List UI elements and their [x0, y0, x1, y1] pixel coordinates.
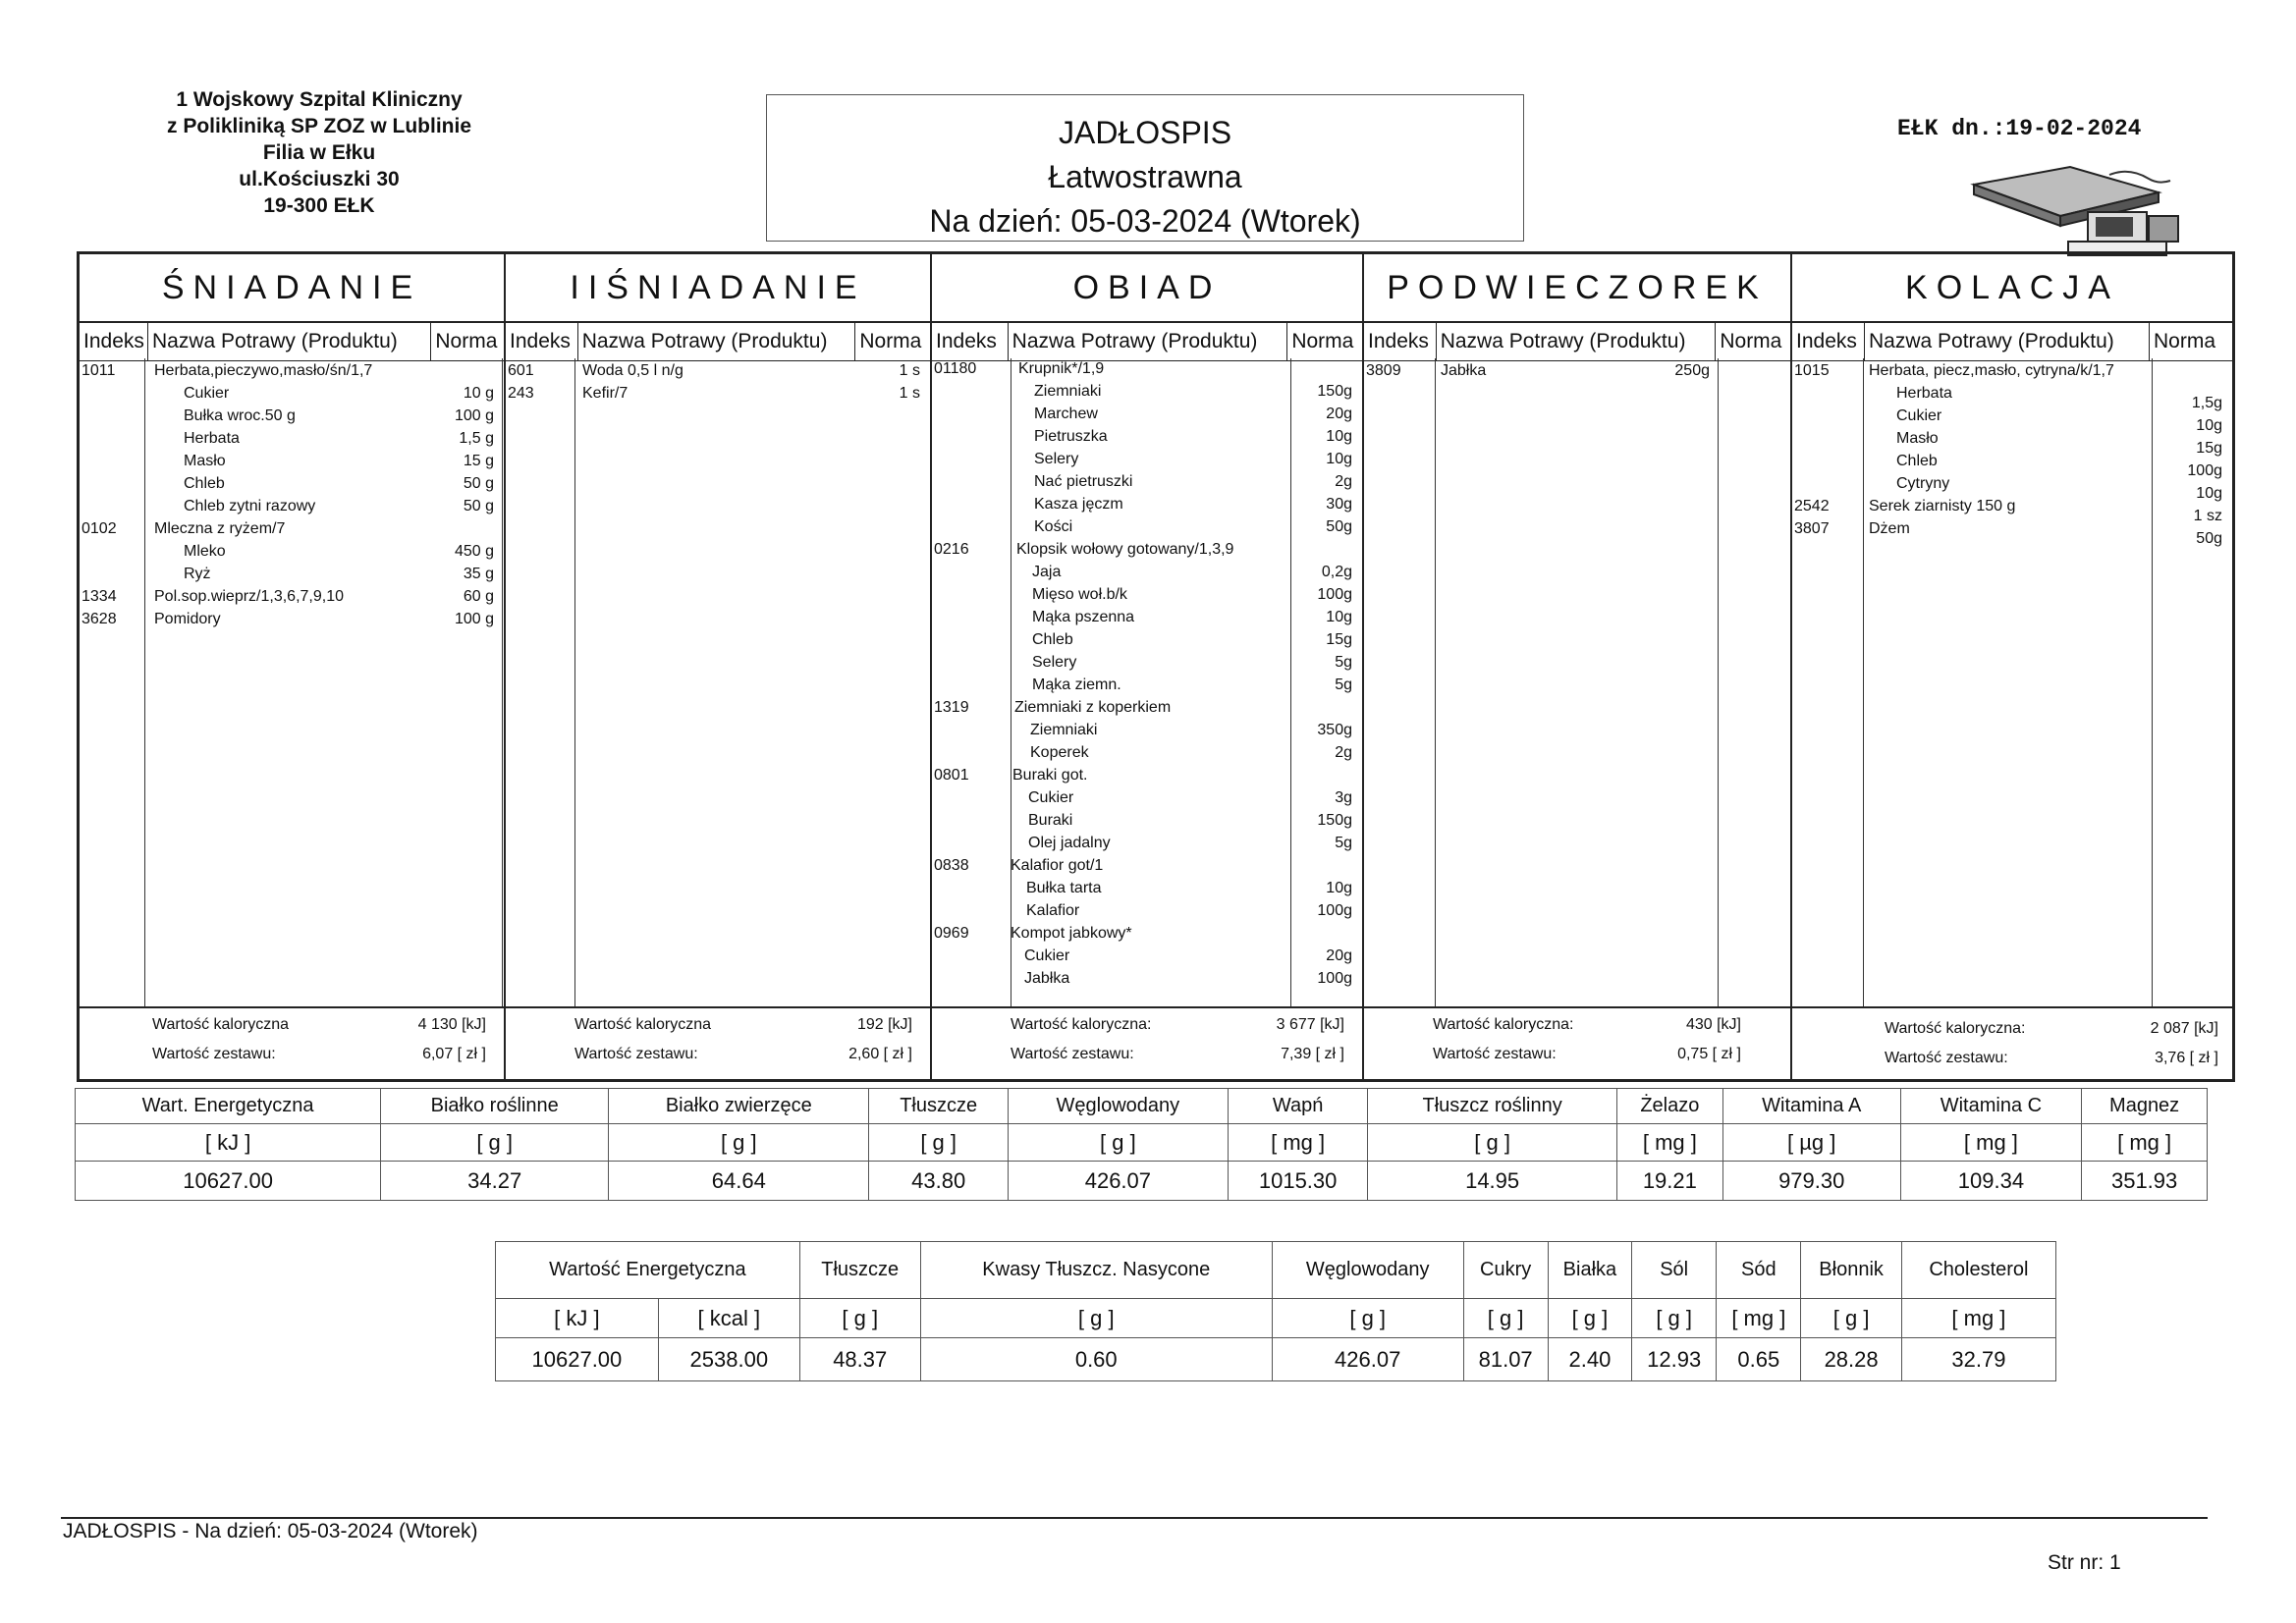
table-row: Mąka pszenna 10g — [1032, 609, 1352, 625]
table-row: 3807 Dżem 50g — [1794, 520, 2222, 547]
nutrient-unit: [ g ] — [1272, 1299, 1463, 1338]
table-row: 1015 Herbata, piecz,masło, cytryna/k/1,7 — [1794, 362, 2114, 379]
hospital-line: Filia w Ełku — [262, 141, 376, 164]
nutrient-header: Wapń — [1228, 1089, 1367, 1124]
nutrient-value: 81.07 — [1463, 1338, 1548, 1381]
nutrient-value: 48.37 — [799, 1338, 920, 1381]
table-row: Kości 50g — [1034, 518, 1352, 535]
cost-label: Wartość zestawu: — [1885, 1050, 2008, 1066]
table-row: Marchew 20g — [1034, 406, 1352, 422]
header-name: Nazwa Potrawy (Produktu) — [578, 323, 856, 360]
table-row: Olej jadalny 5g — [1028, 835, 1352, 851]
meal-summary — [1792, 1006, 2232, 1079]
table-row: Cukier 20g — [1024, 947, 1352, 964]
nutrient-value: 34.27 — [381, 1162, 609, 1201]
table-row: Nać pietruszki 2g — [1034, 473, 1352, 490]
table-row: 2542 Serek ziarnisty 150 g 1 sz — [1794, 498, 2222, 524]
nutrient-unit: [ kJ ] — [76, 1124, 381, 1162]
nutrient-header: Cholesterol — [1901, 1242, 2055, 1299]
table-row: Kasza jęczm 30g — [1034, 496, 1352, 513]
cost-label: Wartość zestawu: — [1433, 1046, 1557, 1062]
nutrient-header: Tłuszcze — [869, 1089, 1008, 1124]
meal-summary — [506, 1006, 930, 1079]
header-index: Indeks — [1364, 323, 1437, 360]
meal-summary — [80, 1006, 504, 1079]
meal-title: ŚNIADANIE — [80, 254, 504, 323]
table-row: Mleko 450 g — [184, 543, 494, 560]
table-row: Ziemniaki 150g — [1034, 383, 1352, 400]
kcal-label: Wartość kaloryczna: — [1011, 1016, 1152, 1033]
meal-rows — [1364, 358, 1790, 1008]
table-row: Chleb 15g — [1032, 631, 1352, 648]
kcal-label: Wartość kaloryczna: — [1433, 1016, 1574, 1033]
meal-rows — [932, 358, 1362, 1008]
meal-title: OBIAD — [932, 254, 1362, 323]
nutrient-header: Witamina A — [1722, 1089, 1900, 1124]
table-row: Mięso woł.b/k 100g — [1032, 586, 1352, 603]
cost-value: 0,75 [ zł ] — [1677, 1046, 1741, 1062]
nutrient-unit: [ mg ] — [1901, 1299, 2055, 1338]
nutrient-unit: [ g ] — [869, 1124, 1008, 1162]
meal-column-dinner — [1792, 254, 2232, 1079]
meal-rows — [1792, 358, 2232, 1008]
nutrient-value: 2538.00 — [658, 1338, 799, 1381]
kcal-value: 430 [kJ] — [1685, 1016, 1741, 1033]
footer-title: JADŁOSPIS - Na dzień: 05-03-2024 (Wtorek) — [63, 1520, 478, 1542]
nutrient-value: 426.07 — [1008, 1162, 1228, 1201]
nutrient-value: 351.93 — [2082, 1162, 2208, 1201]
table-header-row — [76, 1089, 2208, 1124]
nutrient-value: 426.07 — [1272, 1338, 1463, 1381]
nutrient-value: 979.30 — [1722, 1162, 1900, 1201]
meal-title: KOLACJA — [1792, 254, 2232, 323]
menu-table — [77, 251, 2235, 1082]
meal-summary — [1364, 1006, 1790, 1079]
nutrient-unit: [ µg ] — [1722, 1124, 1900, 1162]
table-row: Pietruszka 10g — [1034, 428, 1352, 445]
nutrient-header: Wart. Energetyczna — [76, 1089, 381, 1124]
table-row: 1334 Pol.sop.wieprz/1,3,6,7,9,10 60 g — [82, 588, 494, 605]
table-row: 0216 Klopsik wołowy gotowany/1,3,9 — [934, 541, 1234, 558]
hospital-address — [128, 86, 511, 219]
cost-label: Wartość zestawu: — [152, 1046, 276, 1062]
kcal-label: Wartość kaloryczna: — [1885, 1020, 2026, 1037]
meal-column-lunch — [932, 254, 1364, 1079]
nutrient-header: Cukry — [1463, 1242, 1548, 1299]
table-row: Herbata 1,5 g — [184, 430, 494, 447]
nutrient-unit: [ mg ] — [1616, 1124, 1722, 1162]
table-row: Koperek 2g — [1030, 744, 1352, 761]
table-row: 0838 Kalafior got/1 — [934, 857, 1104, 874]
column-header-row — [1364, 323, 1790, 361]
nutrient-value: 12.93 — [1632, 1338, 1717, 1381]
meal-column-breakfast — [80, 254, 506, 1079]
table-row: 1011 Herbata,pieczywo,masło/śn/1,7 — [82, 362, 373, 379]
nutrient-unit: [ g ] — [381, 1124, 609, 1162]
page-number: Str nr: 1 — [2048, 1551, 2121, 1574]
nutrition-summary-table — [75, 1088, 2208, 1201]
table-row: Masło 15g — [1896, 430, 2222, 457]
nutrient-value: 14.95 — [1368, 1162, 1616, 1201]
nutrient-value: 2.40 — [1548, 1338, 1631, 1381]
kcal-value: 192 [kJ] — [856, 1016, 912, 1033]
nutrient-header: Tłuszcze — [799, 1242, 920, 1299]
book-computer-clipart — [1962, 155, 2198, 263]
table-row: 0102 Mleczna z ryżem/7 — [82, 520, 286, 537]
header-norm: Norma — [1291, 330, 1354, 352]
nutrient-header: Żelazo — [1616, 1089, 1722, 1124]
nutrient-value: 43.80 — [869, 1162, 1008, 1201]
issue-date: EŁK dn.:19-02-2024 — [1897, 116, 2142, 141]
table-row: Buraki 150g — [1028, 812, 1352, 829]
table-values-row — [496, 1338, 2056, 1381]
nutrient-value: 0.60 — [920, 1338, 1272, 1381]
meal-title: IIŚNIADANIE — [506, 254, 930, 323]
header-index: Indeks — [506, 323, 578, 360]
table-row: Cukier 3g — [1028, 789, 1352, 806]
kcal-value: 2 087 [kJ] — [2150, 1020, 2218, 1037]
table-row: Masło 15 g — [184, 453, 494, 469]
table-row: Cukier 10g — [1896, 407, 2222, 434]
table-row: Cytryny 10g — [1896, 475, 2222, 502]
header-index: Indeks — [932, 323, 1009, 360]
nutrient-value: 10627.00 — [496, 1338, 659, 1381]
cost-value: 7,39 [ zł ] — [1281, 1046, 1344, 1062]
meal-column-second-breakfast — [506, 254, 932, 1079]
table-row: Herbata 1,5g — [1896, 385, 2222, 411]
nutrient-unit: [ mg ] — [1717, 1299, 1801, 1338]
table-row: 0969 Kompot jabkowy* — [934, 925, 1132, 942]
cost-label: Wartość zestawu: — [574, 1046, 698, 1062]
nutrient-unit: [ mg ] — [1228, 1124, 1367, 1162]
meal-rows — [80, 358, 504, 1008]
nutrient-header: Sód — [1717, 1242, 1801, 1299]
table-row: Ryż 35 g — [184, 566, 494, 582]
nutrient-unit: [ g ] — [799, 1299, 920, 1338]
nutrient-unit: [ kcal ] — [658, 1299, 799, 1338]
column-header-row — [1792, 323, 2232, 361]
nutrient-header: Białka — [1548, 1242, 1631, 1299]
header-index: Indeks — [1792, 323, 1865, 360]
header-norm: Norma — [2154, 330, 2216, 352]
nutrient-header: Sól — [1632, 1242, 1717, 1299]
table-row: Cukier 10 g — [184, 385, 494, 402]
nutrient-unit: [ g ] — [1548, 1299, 1631, 1338]
nutrient-header: Białko roślinne — [381, 1089, 609, 1124]
column-header-row — [80, 323, 504, 361]
nutrient-unit: [ g ] — [1008, 1124, 1228, 1162]
nutrient-value: 109.34 — [1900, 1162, 2082, 1201]
cost-value: 2,60 [ zł ] — [848, 1046, 912, 1062]
table-row: 01180 Krupnik*/1,9 — [934, 360, 1105, 377]
table-row: 243 Kefir/7 1 s — [508, 385, 920, 402]
document-title: JADŁOSPIS — [1058, 115, 1232, 150]
cost-label: Wartość zestawu: — [1011, 1046, 1134, 1062]
nutrient-unit: [ g ] — [1368, 1124, 1616, 1162]
energy-header: Wartość Energetyczna — [496, 1242, 800, 1299]
table-row: Chleb zytni razowy 50 g — [184, 498, 494, 514]
hospital-line: 1 Wojskowy Szpital Kliniczny — [176, 88, 463, 111]
meal-column-afternoon-snack — [1364, 254, 1792, 1079]
nutrient-unit: [ g ] — [1632, 1299, 1717, 1338]
nutrient-value: 1015.30 — [1228, 1162, 1367, 1201]
header-norm: Norma — [1720, 330, 1782, 352]
table-row: Chleb 100g — [1896, 453, 2222, 479]
table-row: Bułka tarta 10g — [1026, 880, 1352, 896]
table-values-row — [76, 1162, 2208, 1201]
nutrient-value: 0.65 — [1717, 1338, 1801, 1381]
nutrient-unit: [ g ] — [920, 1299, 1272, 1338]
table-row: Ziemniaki 350g — [1030, 722, 1352, 738]
nutrient-value: 28.28 — [1801, 1338, 1901, 1381]
nutrient-header: Węglowodany — [1008, 1089, 1228, 1124]
nutrient-unit: [ g ] — [1463, 1299, 1548, 1338]
table-row: Selery 10g — [1034, 451, 1352, 467]
hospital-line: 19-300 EŁK — [263, 194, 375, 217]
table-row: 1319 Ziemniaki z koperkiem — [934, 699, 1172, 716]
kcal-value: 3 677 [kJ] — [1276, 1016, 1344, 1033]
nutrient-header: Kwasy Tłuszcz. Nasycone — [920, 1242, 1272, 1299]
nutrition-label-table — [495, 1241, 2056, 1381]
nutrient-unit: [ kJ ] — [496, 1299, 659, 1338]
table-row: 0801 Buraki got. — [934, 767, 1088, 784]
meal-rows — [506, 358, 930, 1008]
title-box — [766, 94, 1524, 242]
nutrient-value: 64.64 — [609, 1162, 869, 1201]
meal-summary — [932, 1006, 1362, 1079]
column-header-row — [506, 323, 930, 361]
hospital-line: z Polikliniką SP ZOZ w Lublinie — [167, 115, 471, 137]
table-row: 3628 Pomidory 100 g — [82, 611, 494, 627]
header-name: Nazwa Potrawy (Produktu) — [1009, 323, 1288, 360]
table-row: Jabłka 100g — [1024, 970, 1352, 987]
header-name: Nazwa Potrawy (Produktu) — [1437, 323, 1717, 360]
header-index: Indeks — [80, 323, 148, 360]
nutrient-unit: [ g ] — [1801, 1299, 1901, 1338]
table-row: Bułka wroc.50 g 100 g — [184, 407, 494, 424]
nutrient-unit: [ mg ] — [2082, 1124, 2208, 1162]
header-norm: Norma — [859, 330, 922, 352]
nutrient-value: 19.21 — [1616, 1162, 1722, 1201]
kcal-label: Wartość kaloryczna — [574, 1016, 711, 1033]
nutrient-unit: [ mg ] — [1900, 1124, 2082, 1162]
nutrient-value: 32.79 — [1901, 1338, 2055, 1381]
header-name: Nazwa Potrawy (Produktu) — [1865, 323, 2150, 360]
table-row: 601 Woda 0,5 l n/g 1 s — [508, 362, 920, 379]
table-units-row — [76, 1124, 2208, 1162]
nutrient-header: Tłuszcz roślinny — [1368, 1089, 1616, 1124]
kcal-value: 4 130 [kJ] — [417, 1016, 486, 1033]
hospital-line: ul.Kościuszki 30 — [239, 168, 400, 190]
table-row: Chleb 50 g — [184, 475, 494, 492]
table-row: Kalafior 100g — [1026, 902, 1352, 919]
nutrient-unit: [ g ] — [609, 1124, 869, 1162]
nutrient-header: Magnez — [2082, 1089, 2208, 1124]
table-row: 3809 Jabłka 250g — [1366, 362, 1710, 379]
nutrient-header: Węglowodany — [1272, 1242, 1463, 1299]
nutrient-header: Białko zwierzęce — [609, 1089, 869, 1124]
nutrient-header: Witamina C — [1900, 1089, 2082, 1124]
nutrient-value: 10627.00 — [76, 1162, 381, 1201]
table-row: Jaja 0,2g — [1032, 564, 1352, 580]
nutrient-header: Błonnik — [1801, 1242, 1901, 1299]
table-row: Mąka ziemn. 5g — [1032, 676, 1352, 693]
table-units-row — [496, 1299, 2056, 1338]
table-row: Selery 5g — [1032, 654, 1352, 671]
table-header-row — [496, 1242, 2056, 1299]
header-norm: Norma — [435, 330, 498, 352]
header-name: Nazwa Potrawy (Produktu) — [148, 323, 431, 360]
cost-value: 6,07 [ zł ] — [422, 1046, 486, 1062]
menu-date: Na dzień: 05-03-2024 (Wtorek) — [929, 203, 1361, 239]
cost-value: 3,76 [ zł ] — [2155, 1050, 2218, 1066]
kcal-label: Wartość kaloryczna — [152, 1016, 289, 1033]
column-header-row — [932, 323, 1362, 361]
meal-title: PODWIECZOREK — [1364, 254, 1790, 323]
diet-name: Łatwostrawna — [1048, 159, 1242, 194]
footer-rule — [61, 1517, 2208, 1519]
